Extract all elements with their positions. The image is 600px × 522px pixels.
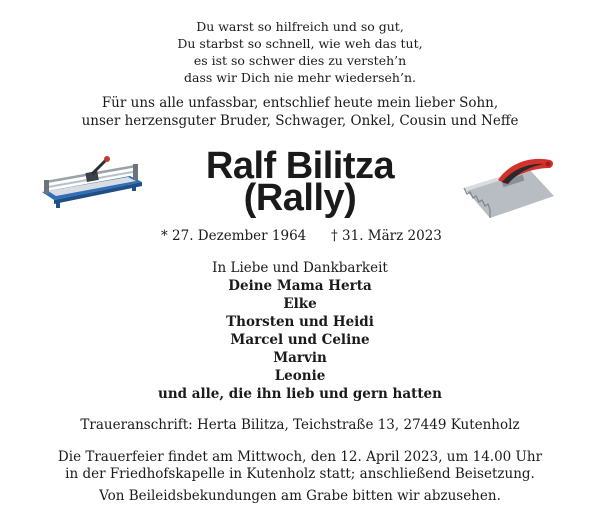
deceased-name: Ralf Bilitza (205, 145, 395, 187)
family-intro: In Liebe und Dankbarkeit (212, 260, 388, 276)
family-member: und alle, die ihn lieb und gern hatten (158, 386, 442, 402)
poem-line: es ist so schwer dies zu versteh’n (193, 53, 407, 68)
family-member: Marcel und Celine (230, 332, 370, 348)
family-member: Deine Mama Herta (228, 278, 372, 294)
poem-line: Du starbst so schnell, wie weh das tut, (177, 36, 423, 51)
tile-cutter-image (38, 154, 146, 224)
deceased-nickname: (Rally) (243, 177, 357, 219)
family-member: Thorsten und Heidi (226, 314, 374, 330)
family-member: Elke (283, 296, 317, 312)
family-member: Leonie (274, 368, 326, 384)
intro-line: unser herzensguter Bruder, Schwager, Onkel, Cousin und Neffe (81, 113, 519, 129)
notched-trowel-image (458, 152, 560, 226)
birth-date: * 27. Dezember 1964 (161, 228, 307, 244)
ceremony-line: in der Friedhofskapelle in Kutenholz statt; anschließend Beisetzung. (65, 466, 535, 482)
mourning-address: Traueranschrift: Herta Bilitza, Teichstraße 13, 27449 Kutenholz (80, 417, 520, 433)
intro-line: Für uns alle unfassbar, entschlief heute mein lieber Sohn, (101, 95, 499, 111)
poem-line: dass wir Dich nie mehr wiederseh’n. (184, 70, 416, 85)
death-date: † 31. März 2023 (331, 228, 442, 244)
family-member: Marvin (273, 350, 327, 366)
ceremony-line: Die Trauerfeier findet am Mittwoch, den 12. April 2023, um 14.00 Uhr (57, 449, 543, 465)
closing-note: Von Beileidsbekundungen am Grabe bitten wir abzusehen. (99, 488, 501, 504)
life-dates (0, 228, 600, 246)
poem-line: Du warst so hilfreich und so gut, (196, 19, 404, 34)
